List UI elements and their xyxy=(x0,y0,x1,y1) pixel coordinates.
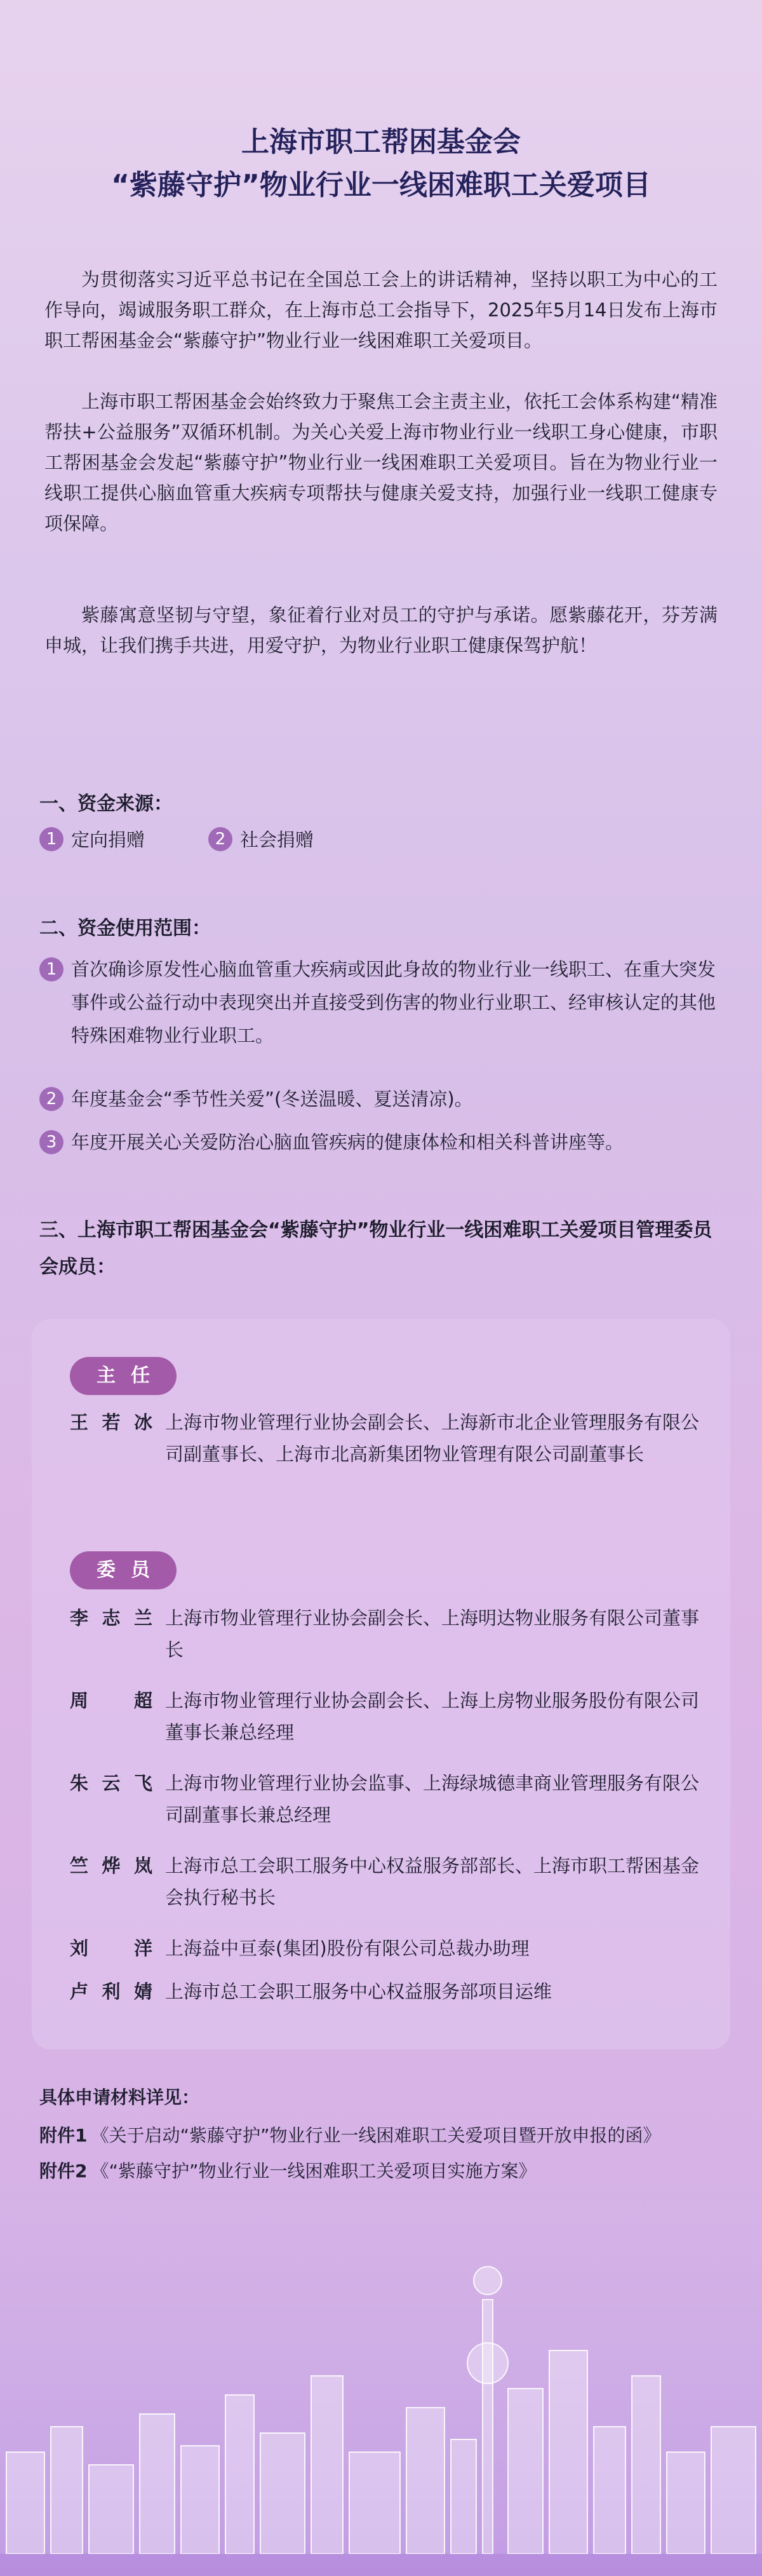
number-badge: 1 xyxy=(39,827,64,851)
funding-item xyxy=(208,826,314,852)
member-name: 王若冰 xyxy=(70,1412,152,1433)
title-line-2: “紫藤守护”物业行业一线困难职工关爱项目 xyxy=(111,169,651,201)
attachment-title: 《关于启动“紫藤守护”物业行业一线困难职工关爱项目暨开放申报的函》 xyxy=(91,2125,661,2146)
usage-item-text: 年度基金会“季节性关爱”(冬送温暖、夏送清凉)。 xyxy=(71,1088,473,1110)
member-desc: 上海市物业管理行业协会副会长、上海新市北企业管理服务有限公司副董事长、上海市北高新集团物业管理有限公司副董事长 xyxy=(165,1412,700,1465)
member-row xyxy=(70,1767,705,1831)
number-badge: 2 xyxy=(208,827,232,851)
intro-paragraph-3: 紫藤寓意坚韧与守望，象征着行业对员工的守护与承诺。愿紫藤花开，芬芳满申城，让我们携手共进，用爱守护，为物业行业职工健康保驾护航！ xyxy=(44,604,718,656)
member-name: 卢利婧 xyxy=(70,1981,152,2002)
member-name: 竺烨岚 xyxy=(70,1855,152,1877)
members-badge: 委员 xyxy=(70,1551,177,1589)
member-row xyxy=(70,1685,705,1748)
funding-item xyxy=(39,826,145,852)
funding-item-text: 定向捐赠 xyxy=(71,829,145,851)
member-name: 朱云飞 xyxy=(70,1772,152,1794)
usage-item xyxy=(39,953,725,1052)
member-desc: 上海市总工会职工服务中心权益服务部部长、上海市职工帮困基金会执行秘书长 xyxy=(165,1855,700,1908)
member-desc: 上海市物业管理行业协会副会长、上海上房物业服务股份有限公司董事长兼总经理 xyxy=(165,1690,700,1743)
funding-item-text: 社会捐赠 xyxy=(240,829,314,851)
attachment-link-1[interactable] xyxy=(39,2122,661,2147)
member-desc: 上海市物业管理行业协会监事、上海绿城德聿商业管理服务有限公司副董事长兼总经理 xyxy=(165,1772,700,1826)
attachment-link-2[interactable] xyxy=(39,2157,537,2183)
attachment-title: 《“紫藤守护”物业行业一线困难职工关爱项目实施方案》 xyxy=(91,2161,537,2182)
member-name: 李志兰 xyxy=(70,1607,152,1629)
funding-list xyxy=(39,826,314,852)
member-row xyxy=(70,1932,705,1964)
attachment-label: 附件1 xyxy=(39,2125,88,2146)
usage-item-text: 年度开展关心关爱防治心脑血管疾病的健康体检和相关科普讲座等。 xyxy=(71,1131,624,1153)
member-desc: 上海市物业管理行业协会副会长、上海明达物业服务有限公司董事长 xyxy=(165,1607,700,1661)
member-name: 周超 xyxy=(70,1690,152,1711)
member-desc: 上海市总工会职工服务中心权益服务部项目运维 xyxy=(165,1981,552,2002)
director-badge: 主任 xyxy=(70,1357,177,1395)
usage-item xyxy=(39,1082,725,1116)
title-line-1: 上海市职工帮困基金会 xyxy=(241,126,521,158)
usage-item-text: 首次确诊原发性心脑血管重大疾病或因此身故的物业行业一线职工、在重大突发事件或公益行动中表现突出并直接受到伤害的物业行业职工、经审核认定的其他特殊困难物业行业职工。 xyxy=(71,959,716,1046)
city-skyline-illustration xyxy=(0,2185,762,2576)
number-badge: 3 xyxy=(39,1130,64,1154)
member-row xyxy=(70,1976,705,2007)
number-badge: 2 xyxy=(39,1087,64,1111)
funding-heading: 一、资金来源： xyxy=(39,793,173,815)
usage-item xyxy=(39,1126,725,1159)
number-badge: 1 xyxy=(39,957,64,981)
attachment-label: 附件2 xyxy=(39,2161,88,2182)
intro-paragraph-2: 上海市职工帮困基金会始终致力于聚焦工会主责主业，依托工会体系构建“精准帮扶+公益服务”双循环机制。为关心关爱上海市物业行业一线职工身心健康，市职工帮困基金会发起“紫藤守护”物业行业一线困难职工关爱项目。旨在为物业行业一线职工提供心脑血管重大疾病专项帮扶与健康关爱支持，加强行业一线职工健康专项保障。 xyxy=(44,391,718,534)
member-name: 刘洋 xyxy=(70,1938,152,1959)
page-title xyxy=(0,121,762,207)
member-row xyxy=(70,1602,705,1666)
usage-heading: 二、资金使用范围： xyxy=(39,917,211,940)
member-desc: 上海益中亘泰(集团)股份有限公司总裁办助理 xyxy=(165,1938,530,1959)
committee-heading: 三、上海市职工帮困基金会“紫藤守护”物业行业一线困难职工关爱项目管理委员会成员： xyxy=(39,1219,712,1278)
committee-panel xyxy=(32,1319,730,2049)
director-row xyxy=(70,1406,705,1470)
member-row xyxy=(70,1850,705,1913)
intro-paragraph-1: 为贯彻落实习近平总书记在全国总工会上的讲话精神，坚持以职工为中心的工作导向，竭诚服务职工群众，在上海市总工会指导下，2025年5月14日发布上海市职工帮困基金会“紫藤守护”物业行业一线困难职工关爱项目。 xyxy=(44,269,718,351)
attachments-heading: 具体申请材料详见： xyxy=(39,2087,200,2108)
